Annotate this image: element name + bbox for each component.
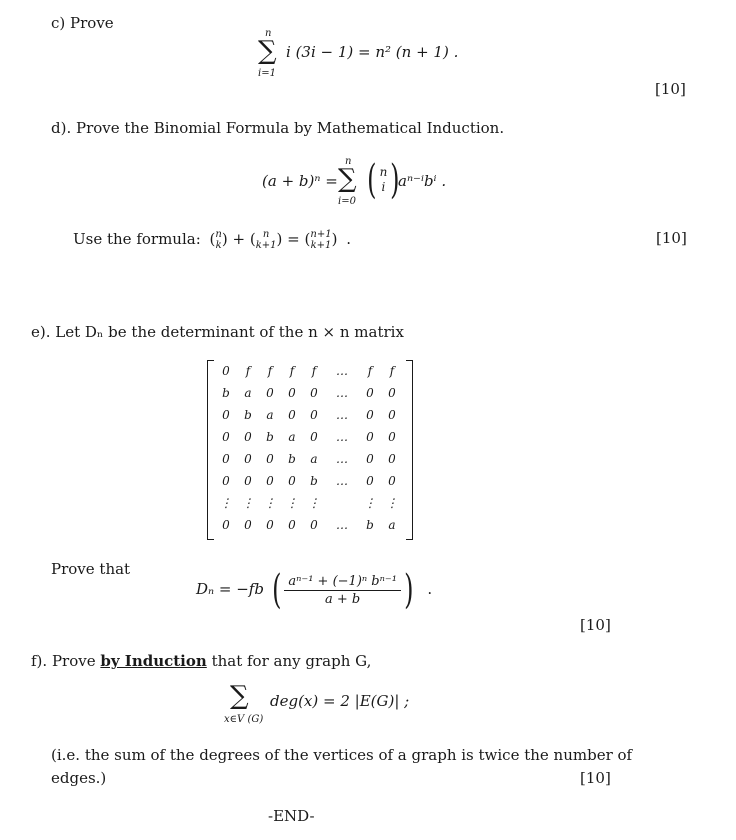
part-e-marks: [10] — [580, 616, 611, 634]
matrix-cell: 0 — [244, 474, 252, 488]
f-b3-bottom: k+1 — [310, 240, 332, 251]
matrix-cell: b — [244, 408, 252, 422]
matrix-cell: ⋮ — [264, 496, 276, 510]
matrix-row — [215, 492, 403, 514]
part-c-sum-upper: n — [265, 28, 272, 39]
matrix-cell: 0 — [288, 386, 296, 400]
part-e-dn-formula: Dₙ = −fb ( $\frac{\text{aⁿ⁻¹ + (−1)ⁿ bⁿ⁻¹}}{a + b}$ ) . — [196, 567, 433, 613]
matrix-cell: 0 — [266, 518, 274, 532]
part-f-equation: deg(x) = 2 |E(G)| ; — [270, 692, 410, 710]
matrix-cell: 0 — [366, 430, 374, 444]
matrix-cell: f — [311, 364, 317, 378]
part-d-binomial: ( n i ) — [367, 157, 400, 203]
matrix-cell: f — [267, 364, 273, 378]
part-f-label — [31, 652, 371, 670]
part-c-marks: [10] — [655, 80, 686, 98]
matrix-cell: … — [336, 430, 348, 444]
f-plus: + — [232, 230, 246, 248]
matrix-cell: … — [336, 408, 348, 422]
dn-lhs: Dₙ = −fb — [196, 580, 264, 598]
part-f-label-post: that for any graph G, — [211, 652, 372, 670]
f-eq: = — [287, 230, 300, 248]
matrix-row — [215, 360, 403, 382]
matrix-cell — [325, 492, 359, 514]
part-c-sum-lower: i=1 — [258, 68, 276, 79]
matrix-cell: a — [388, 518, 396, 532]
part-f-note-line1: (i.e. the sum of the degrees of the vertices of a graph is twice the number of — [51, 746, 633, 764]
f-b1-bottom: k — [215, 240, 222, 251]
matrix-cell: 0 — [388, 452, 396, 466]
matrix-cell: 0 — [222, 430, 230, 444]
part-d-sum-upper: n — [345, 156, 352, 167]
part-d-lhs: (a + b)ⁿ = — [262, 172, 338, 190]
matrix-cell: b — [366, 518, 374, 532]
matrix-left-bracket — [207, 360, 214, 540]
part-e-label: e). Let Dₙ be the determinant of the n × n matrix — [31, 323, 404, 341]
dn-fraction-numerator: aⁿ⁻¹ + (−1)ⁿ bⁿ⁻¹ — [284, 574, 401, 591]
matrix-right-bracket — [406, 360, 413, 540]
matrix-cell: 0 — [244, 518, 252, 532]
matrix-cell: ⋮ — [308, 496, 320, 510]
matrix-cell: 0 — [388, 386, 396, 400]
matrix-cell: … — [336, 518, 348, 532]
f-b2-top: n — [262, 229, 270, 240]
matrix-cell: 0 — [310, 386, 318, 400]
matrix-cell: ⋮ — [242, 496, 254, 510]
matrix-cell: a — [244, 386, 252, 400]
matrix-row — [215, 382, 403, 404]
f-end: . — [346, 230, 351, 248]
matrix-cell: 0 — [310, 430, 318, 444]
part-d-rhs-tail: aⁿ⁻ⁱbⁱ . — [398, 172, 447, 190]
matrix-cell: … — [336, 364, 348, 378]
part-f-label-underlined: by Induction — [100, 652, 207, 670]
matrix-cell: 0 — [366, 408, 374, 422]
matrix-cell: ⋮ — [220, 496, 232, 510]
matrix-cell: 0 — [366, 386, 374, 400]
part-d-marks: [10] — [656, 229, 687, 247]
matrix-cell: 0 — [222, 408, 230, 422]
matrix-row — [215, 470, 403, 492]
matrix-cell: 0 — [288, 474, 296, 488]
matrix-cell: 0 — [388, 430, 396, 444]
matrix-cell: f — [389, 364, 395, 378]
end-marker: -END- — [268, 807, 315, 825]
matrix-cell: 0 — [222, 518, 230, 532]
matrix-cell: f — [289, 364, 295, 378]
determinant-matrix — [207, 360, 413, 540]
part-f-sum-lower: x∈V (G) — [224, 714, 264, 725]
matrix-row — [215, 448, 403, 470]
matrix-cell: 0 — [222, 364, 230, 378]
part-d-label: d). Prove the Binomial Formula by Mathematical Induction. — [51, 119, 505, 137]
matrix-cell: 0 — [288, 518, 296, 532]
matrix-cell: … — [336, 452, 348, 466]
matrix-grid — [215, 360, 403, 536]
part-d-sum-lower: i=0 — [338, 196, 356, 207]
part-c-sigma: ∑ — [258, 36, 277, 66]
part-e-prove-that: Prove that — [51, 560, 131, 578]
matrix-cell: b — [288, 452, 296, 466]
part-d-binom-top: n — [379, 165, 388, 179]
matrix-row — [215, 514, 403, 536]
matrix-cell: 0 — [222, 474, 230, 488]
matrix-row — [215, 404, 403, 426]
matrix-cell: 0 — [244, 430, 252, 444]
part-f-sigma: ∑ — [230, 681, 249, 711]
part-c-equation: i (3i − 1) = n² (n + 1) . — [286, 43, 459, 61]
part-f-note-line2: edges.) — [51, 769, 107, 787]
matrix-row — [215, 426, 403, 448]
part-d-use-formula: Use the formula: ( n k ) + ( n k+1 ) = ( n+1 k+1 ) . — [73, 229, 351, 251]
matrix-cell: … — [336, 474, 348, 488]
matrix-cell: a — [266, 408, 274, 422]
f-b2-bottom: k+1 — [255, 240, 277, 251]
matrix-cell: 0 — [310, 408, 318, 422]
matrix-cell: a — [310, 452, 318, 466]
matrix-cell: … — [336, 386, 348, 400]
matrix-cell: 0 — [366, 474, 374, 488]
matrix-cell: b — [266, 430, 274, 444]
matrix-cell: 0 — [266, 474, 274, 488]
dn-fraction-denominator: a + b — [325, 591, 361, 607]
f-b1-top: n — [215, 229, 222, 240]
matrix-cell: 0 — [222, 452, 230, 466]
dn-end: . — [427, 580, 433, 598]
part-d-binom-bottom: i — [381, 180, 386, 194]
part-d-use-prefix: Use the formula: — [73, 230, 201, 248]
part-f-marks: [10] — [580, 769, 611, 787]
matrix-cell: 0 — [366, 452, 374, 466]
matrix-cell: f — [367, 364, 373, 378]
matrix-cell: ⋮ — [364, 496, 376, 510]
matrix-cell: 0 — [266, 452, 274, 466]
part-d-sigma: ∑ — [338, 164, 357, 194]
matrix-cell: a — [288, 430, 296, 444]
matrix-cell: 0 — [388, 474, 396, 488]
part-f-label-pre: f). Prove — [31, 652, 96, 670]
matrix-cell: 0 — [266, 386, 274, 400]
matrix-cell: 0 — [244, 452, 252, 466]
matrix-cell: 0 — [288, 408, 296, 422]
matrix-cell: ⋮ — [286, 496, 298, 510]
matrix-cell: 0 — [310, 518, 318, 532]
matrix-cell: f — [245, 364, 251, 378]
part-c-label: c) Prove — [51, 14, 114, 32]
matrix-cell: 0 — [388, 408, 396, 422]
matrix-cell: b — [310, 474, 318, 488]
matrix-cell: ⋮ — [386, 496, 398, 510]
matrix-cell: b — [222, 386, 230, 400]
f-b3-top: n+1 — [310, 229, 332, 240]
